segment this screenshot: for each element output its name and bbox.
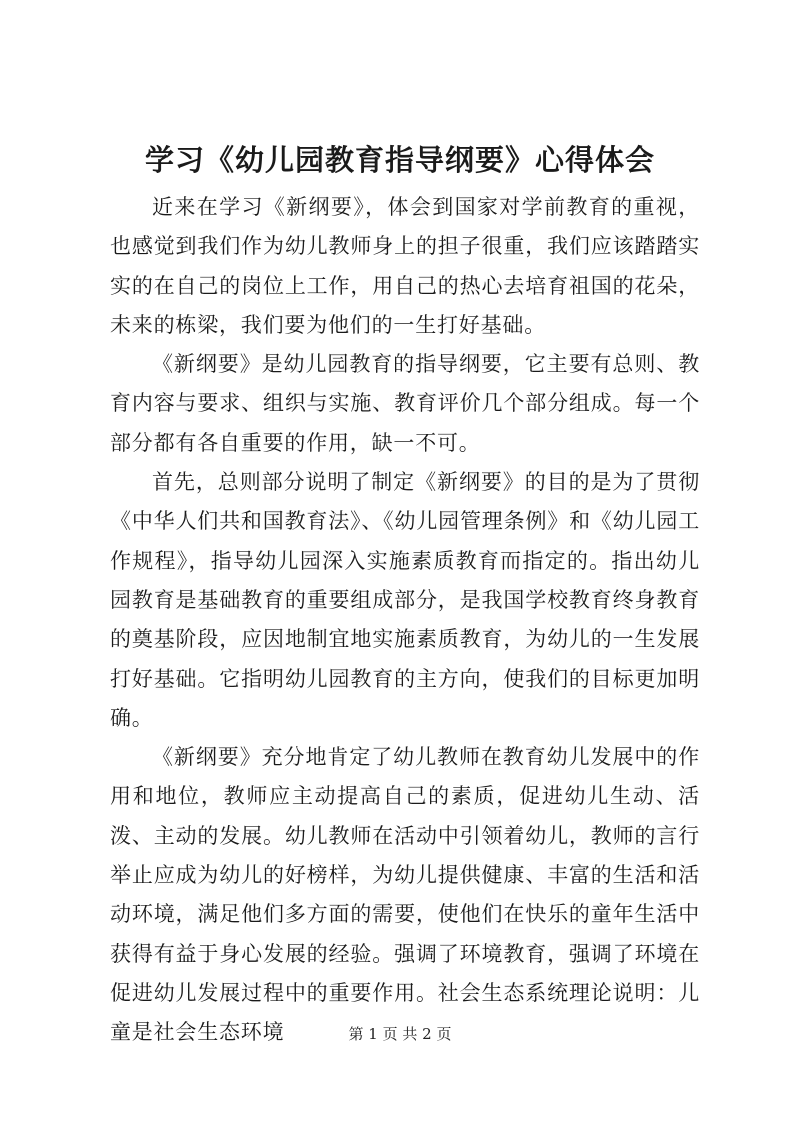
paragraph-3: 首先，总则部分说明了制定《新纲要》的目的是为了贯彻《中华人们共和国教育法》、《幼儿园管理条例》和《幼儿园工作规程》，指导幼儿园深入实施素质教育而指定的。指出幼儿园教育是基础教育的重要组成部分，是我国学校教育终身教育的奠基阶段，应因地制宜地实施素质教育，为幼儿的一生发展打好基础。它指明幼儿园教育的主方向，使我们的目标更加明确。: [110, 470, 700, 730]
paragraph-1: 近来在学习《新纲要》，体会到国家对学前教育的重视，也感觉到我们作为幼儿教师身上的担子很重，我们应该踏踏实实的在自己的岗位上工作，用自己的热心去培育祖国的花朵，未来的栋梁，我们要为他们的一生打好基础。: [110, 195, 700, 337]
document-body: [110, 188, 700, 1053]
page-footer: 第 1 页 共 2 页: [348, 1025, 452, 1043]
document-title: 学习《幼儿园教育指导纲要》心得体会: [144, 143, 655, 177]
paragraph-4: 《新纲要》充分地肯定了幼儿教师在教育幼儿发展中的作用和地位，教师应主动提高自己的素质，促进幼儿生动、活泼、主动的发展。幼儿教师在活动中引领着幼儿，教师的言行举止应成为幼儿的好榜样，为幼儿提供健康、丰富的生活和活动环境，满足他们多方面的需要，使他们在快乐的童年生活中获得有益于身心发展的经验。强调了环境教育，强调了环境在促进幼儿发展过程中的重要作用。社会生态系统理论说明：儿童是社会生态环境: [110, 745, 700, 1045]
paragraph-2: 《新纲要》是幼儿园教育的指导纲要，它主要有总则、教育内容与要求、组织与实施、教育评价几个部分组成。每一个部分都有各自重要的作用，缺一不可。: [110, 352, 700, 455]
